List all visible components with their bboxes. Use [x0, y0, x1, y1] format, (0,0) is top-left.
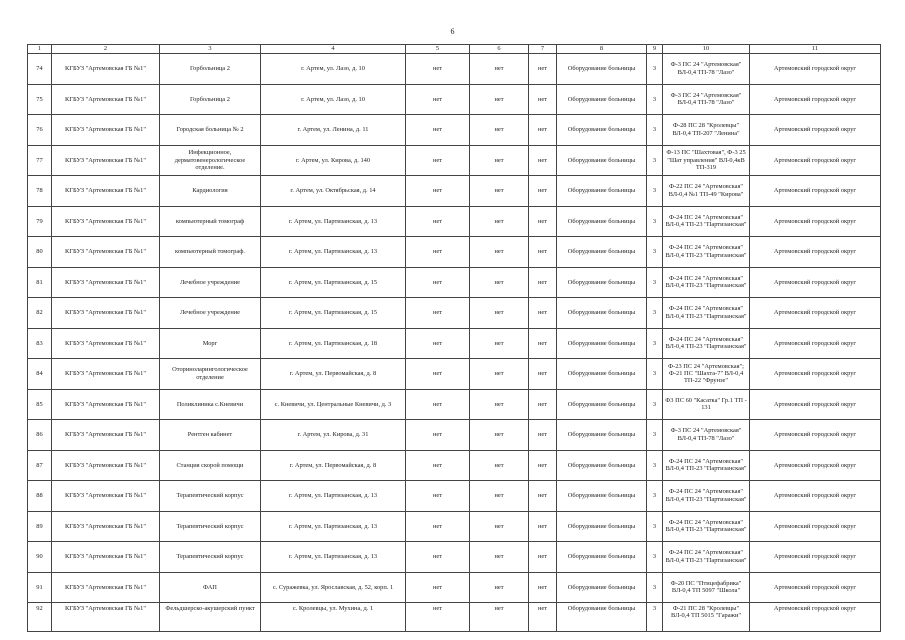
power-supply-cell: Ф-24 ПС 24 "Артемовская" ВЛ-0,4 ТП-23 "Партизанская": [663, 450, 750, 481]
table-body: [28, 45, 881, 632]
category-cell: 3: [647, 267, 663, 298]
power-supply-cell: Ф-24 ПС 24 "Артемовская" ВЛ-0,4 ТП-23 "Партизанская": [663, 206, 750, 237]
column-7-cell: нет: [529, 54, 557, 85]
column-7-cell: нет: [529, 389, 557, 420]
column-5-cell: нет: [406, 572, 470, 603]
column-7-cell: нет: [529, 267, 557, 298]
table-row: [28, 176, 881, 207]
column-6-cell: нет: [470, 84, 529, 115]
object-name-cell: Оториноларингологическое отделение: [160, 359, 261, 390]
column-5-cell: нет: [406, 420, 470, 451]
column-5-cell: нет: [406, 176, 470, 207]
column-number: 7: [529, 45, 557, 54]
organization-cell: КГБУЗ "Артемовская ГБ №1": [52, 298, 160, 329]
column-5-cell: нет: [406, 328, 470, 359]
column-7-cell: нет: [529, 603, 557, 632]
address-cell: г. Артем, ул. Первомайская, д. 8: [261, 359, 406, 390]
category-cell: 3: [647, 328, 663, 359]
row-number-cell: 88: [28, 481, 52, 512]
district-cell: Артемовский городской округ: [750, 511, 881, 542]
object-name-cell: Терапевтический корпус: [160, 481, 261, 512]
object-name-cell: Горбольница 2: [160, 84, 261, 115]
column-5-cell: нет: [406, 267, 470, 298]
power-supply-cell: Ф-24 ПС 24 "Артемовская" ВЛ-0,4 ТП-23 "Партизанская": [663, 298, 750, 329]
object-name-cell: компьютерный томограф.: [160, 237, 261, 268]
column-6-cell: нет: [470, 267, 529, 298]
table-row: [28, 389, 881, 420]
column-7-cell: нет: [529, 359, 557, 390]
column-7-cell: нет: [529, 450, 557, 481]
equipment-cell: Оборудование больницы: [557, 328, 647, 359]
address-cell: с. Суражевка, ул. Ярославская, д. 52, корп. 1: [261, 572, 406, 603]
district-cell: Артемовский городской округ: [750, 176, 881, 207]
district-cell: Артемовский городской округ: [750, 267, 881, 298]
category-cell: 3: [647, 603, 663, 632]
table-row: [28, 206, 881, 237]
equipment-cell: Оборудование больницы: [557, 54, 647, 85]
table-row: [28, 267, 881, 298]
row-number-cell: 82: [28, 298, 52, 329]
column-7-cell: нет: [529, 328, 557, 359]
power-supply-cell: Ф-22 ПС 24 "Артемовская" ВЛ-0,4 №1 ТП-49 "Кирова": [663, 176, 750, 207]
object-name-cell: Терапевтический корпус: [160, 542, 261, 573]
power-supply-cell: Ф-24 ПС 24 "Артемовская" ВЛ-0,4 ТП-23 "Партизанская": [663, 481, 750, 512]
column-6-cell: нет: [470, 542, 529, 573]
column-6-cell: нет: [470, 206, 529, 237]
row-number-cell: 91: [28, 572, 52, 603]
column-5-cell: нет: [406, 603, 470, 632]
district-cell: Артемовский городской округ: [750, 572, 881, 603]
equipment-cell: Оборудование больницы: [557, 115, 647, 146]
power-supply-cell: Ф-24 ПС 24 "Артемовская" ВЛ-0,4 ТП-23 "Партизанская": [663, 267, 750, 298]
column-5-cell: нет: [406, 237, 470, 268]
organization-cell: КГБУЗ "Артемовская ГБ №1": [52, 237, 160, 268]
address-cell: г. Артем, ул. Партизанская, д. 13: [261, 511, 406, 542]
column-5-cell: нет: [406, 389, 470, 420]
organization-cell: КГБУЗ "Артемовская ГБ №1": [52, 359, 160, 390]
organization-cell: КГБУЗ "Артемовская ГБ №1": [52, 450, 160, 481]
organization-cell: КГБУЗ "Артемовская ГБ №1": [52, 481, 160, 512]
row-number-cell: 76: [28, 115, 52, 146]
column-7-cell: нет: [529, 145, 557, 176]
equipment-cell: Оборудование больницы: [557, 603, 647, 632]
power-supply-cell: Ф3 ПС 60 "Касатка" Гр.1 ТП - 131: [663, 389, 750, 420]
address-cell: г. Артем, ул. Партизанская, д. 13: [261, 481, 406, 512]
object-name-cell: Инфекционное, дерматовенерологическое отделение.: [160, 145, 261, 176]
organization-cell: КГБУЗ "Артемовская ГБ №1": [52, 54, 160, 85]
column-number: 11: [750, 45, 881, 54]
table-row: [28, 542, 881, 573]
table-row: [28, 572, 881, 603]
column-number: 3: [160, 45, 261, 54]
column-number: 10: [663, 45, 750, 54]
equipment-cell: Оборудование больницы: [557, 176, 647, 207]
district-cell: Артемовский городской округ: [750, 145, 881, 176]
object-name-cell: Морг: [160, 328, 261, 359]
category-cell: 3: [647, 359, 663, 390]
power-supply-cell: Ф-3 ПС 24 "Артемовская" ВЛ-0,4 ТП-78 "Лазо": [663, 54, 750, 85]
object-name-cell: Горбольница 2: [160, 54, 261, 85]
row-number-cell: 77: [28, 145, 52, 176]
column-6-cell: нет: [470, 572, 529, 603]
power-supply-cell: Ф-24 ПС 24 "Артемовская" ВЛ-0,4 ТП-23 "Партизанская": [663, 328, 750, 359]
address-cell: г. Артем, ул. Кирова, д. 31: [261, 420, 406, 451]
column-6-cell: нет: [470, 511, 529, 542]
row-number-cell: 89: [28, 511, 52, 542]
category-cell: 3: [647, 237, 663, 268]
equipment-cell: Оборудование больницы: [557, 359, 647, 390]
category-cell: 3: [647, 145, 663, 176]
column-6-cell: нет: [470, 603, 529, 632]
row-number-cell: 92: [28, 603, 52, 632]
object-name-cell: Терапевтический корпус: [160, 511, 261, 542]
power-supply-cell: Ф-24 ПС 24 "Артемовская" ВЛ-0,4 ТП-23 "Партизанская": [663, 511, 750, 542]
column-7-cell: нет: [529, 84, 557, 115]
district-cell: Артемовский городской округ: [750, 450, 881, 481]
category-cell: 3: [647, 54, 663, 85]
column-6-cell: нет: [470, 328, 529, 359]
column-number: 6: [470, 45, 529, 54]
column-5-cell: нет: [406, 359, 470, 390]
table-row: [28, 328, 881, 359]
row-number-cell: 86: [28, 420, 52, 451]
column-7-cell: нет: [529, 542, 557, 573]
equipment-cell: Оборудование больницы: [557, 298, 647, 329]
address-cell: г. Артем, ул. Лазо, д. 10: [261, 84, 406, 115]
column-number: 5: [406, 45, 470, 54]
column-6-cell: нет: [470, 481, 529, 512]
row-number-cell: 83: [28, 328, 52, 359]
equipment-cell: Оборудование больницы: [557, 450, 647, 481]
address-cell: г. Артем, ул. Ленина, д. 11: [261, 115, 406, 146]
district-cell: Артемовский городской округ: [750, 359, 881, 390]
organization-cell: КГБУЗ "Артемовская ГБ №1": [52, 511, 160, 542]
category-cell: 3: [647, 84, 663, 115]
row-number-cell: 74: [28, 54, 52, 85]
equipment-cell: Оборудование больницы: [557, 542, 647, 573]
address-cell: г. Артем, ул. Партизанская, д. 13: [261, 206, 406, 237]
power-supply-cell: Ф-24 ПС 24 "Артемовская" ВЛ-0,4 ТП-23 "Партизанская": [663, 237, 750, 268]
row-number-cell: 87: [28, 450, 52, 481]
equipment-cell: Оборудование больницы: [557, 572, 647, 603]
table-row: [28, 84, 881, 115]
column-6-cell: нет: [470, 176, 529, 207]
equipment-cell: Оборудование больницы: [557, 145, 647, 176]
column-5-cell: нет: [406, 84, 470, 115]
district-cell: Артемовский городской округ: [750, 237, 881, 268]
category-cell: 3: [647, 206, 663, 237]
address-cell: г. Артем, ул. Партизанская, д. 13: [261, 542, 406, 573]
organization-cell: КГБУЗ "Артемовская ГБ №1": [52, 389, 160, 420]
equipment-cell: Оборудование больницы: [557, 84, 647, 115]
column-number: 9: [647, 45, 663, 54]
equipment-cell: Оборудование больницы: [557, 511, 647, 542]
table-row: [28, 237, 881, 268]
column-5-cell: нет: [406, 450, 470, 481]
document-table: [27, 44, 881, 632]
address-cell: г. Артем, ул. Кирова, д. 140: [261, 145, 406, 176]
equipment-cell: Оборудование больницы: [557, 267, 647, 298]
column-7-cell: нет: [529, 481, 557, 512]
organization-cell: КГБУЗ "Артемовская ГБ №1": [52, 145, 160, 176]
column-number: 8: [557, 45, 647, 54]
table-row: [28, 603, 881, 632]
table-row: [28, 481, 881, 512]
column-6-cell: нет: [470, 359, 529, 390]
object-name-cell: Станция скорой помощи: [160, 450, 261, 481]
organization-cell: КГБУЗ "Артемовская ГБ №1": [52, 115, 160, 146]
power-supply-cell: Ф-13 ПС "Шахтовая", Ф-3 25 "Шат управления" ВЛ-0,4кВ ТП-319: [663, 145, 750, 176]
column-7-cell: нет: [529, 572, 557, 603]
object-name-cell: Рентген кабинет: [160, 420, 261, 451]
address-cell: г. Артем, ул. Лазо, д. 10: [261, 54, 406, 85]
equipment-cell: Оборудование больницы: [557, 481, 647, 512]
district-cell: Артемовский городской округ: [750, 54, 881, 85]
category-cell: 3: [647, 542, 663, 573]
object-name-cell: ФАП: [160, 572, 261, 603]
row-number-cell: 75: [28, 84, 52, 115]
column-7-cell: нет: [529, 298, 557, 329]
column-5-cell: нет: [406, 145, 470, 176]
address-cell: г. Артем, ул. Октябрьская, д. 14: [261, 176, 406, 207]
district-cell: Артемовский городской округ: [750, 115, 881, 146]
category-cell: 3: [647, 298, 663, 329]
column-7-cell: нет: [529, 511, 557, 542]
column-number: 2: [52, 45, 160, 54]
object-name-cell: Поликлиника с.Кневичи: [160, 389, 261, 420]
table-row: [28, 359, 881, 390]
category-cell: 3: [647, 481, 663, 512]
column-7-cell: нет: [529, 420, 557, 451]
column-5-cell: нет: [406, 542, 470, 573]
table-row: [28, 420, 881, 451]
column-6-cell: нет: [470, 54, 529, 85]
power-supply-cell: Ф-20 ПС "Птицефабрика" ВЛ-0,4 ТП 5097 "Школа": [663, 572, 750, 603]
district-cell: Артемовский городской округ: [750, 542, 881, 573]
row-number-cell: 81: [28, 267, 52, 298]
row-number-cell: 79: [28, 206, 52, 237]
organization-cell: КГБУЗ "Артемовская ГБ №1": [52, 572, 160, 603]
organization-cell: КГБУЗ "Артемовская ГБ №1": [52, 267, 160, 298]
category-cell: 3: [647, 450, 663, 481]
power-supply-cell: Ф-23 ПС 24 "Артемовская"; Ф-21 ПС "Шахта-7" ВЛ-0,4 ТП-22 "Фрунзе": [663, 359, 750, 390]
organization-cell: КГБУЗ "Артемовская ГБ №1": [52, 328, 160, 359]
equipment-cell: Оборудование больницы: [557, 389, 647, 420]
object-name-cell: компьютерный томограф: [160, 206, 261, 237]
organization-cell: КГБУЗ "Артемовская ГБ №1": [52, 542, 160, 573]
column-7-cell: нет: [529, 115, 557, 146]
district-cell: Артемовский городской округ: [750, 481, 881, 512]
equipment-cell: Оборудование больницы: [557, 237, 647, 268]
column-6-cell: нет: [470, 237, 529, 268]
district-cell: Артемовский городской округ: [750, 420, 881, 451]
column-number-row: [28, 45, 881, 54]
organization-cell: КГБУЗ "Артемовская ГБ №1": [52, 206, 160, 237]
row-number-cell: 84: [28, 359, 52, 390]
address-cell: с. Кневичи, ул. Центральные Кневичи, д. 3: [261, 389, 406, 420]
organization-cell: КГБУЗ "Артемовская ГБ №1": [52, 84, 160, 115]
equipment-cell: Оборудование больницы: [557, 206, 647, 237]
equipment-cell: Оборудование больницы: [557, 420, 647, 451]
column-6-cell: нет: [470, 389, 529, 420]
address-cell: г. Артем, ул. Партизанская, д. 15: [261, 298, 406, 329]
column-7-cell: нет: [529, 176, 557, 207]
address-cell: г. Артем, ул. Партизанская, д. 13: [261, 237, 406, 268]
table-row: [28, 450, 881, 481]
organization-cell: КГБУЗ "Артемовская ГБ №1": [52, 176, 160, 207]
row-number-cell: 78: [28, 176, 52, 207]
power-supply-cell: Ф-24 ПС 24 "Артемовская" ВЛ-0,4 ТП-23 "Партизанская": [663, 542, 750, 573]
district-cell: Артемовский городской округ: [750, 206, 881, 237]
power-supply-cell: Ф-3 ПС 24 "Артемовская" ВЛ-0,4 ТП-78 "Лазо": [663, 84, 750, 115]
address-cell: г. Артем, ул. Партизанская, д. 15: [261, 267, 406, 298]
column-7-cell: нет: [529, 206, 557, 237]
table-row: [28, 115, 881, 146]
category-cell: 3: [647, 420, 663, 451]
column-number: 1: [28, 45, 52, 54]
column-6-cell: нет: [470, 450, 529, 481]
column-5-cell: нет: [406, 481, 470, 512]
power-supply-cell: Ф-28 ПС 28 "Кролевцы" ВЛ-0,4 ТП-207 "Ленина": [663, 115, 750, 146]
power-supply-cell: Ф-3 ПС 24 "Артемовская" ВЛ-0,4 ТП-78 "Лазо": [663, 420, 750, 451]
organization-cell: КГБУЗ "Артемовская ГБ №1": [52, 603, 160, 632]
table-row: [28, 54, 881, 85]
page-number: 6: [450, 27, 455, 36]
district-cell: Артемовский городской округ: [750, 389, 881, 420]
row-number-cell: 85: [28, 389, 52, 420]
column-5-cell: нет: [406, 298, 470, 329]
object-name-cell: Городская больница № 2: [160, 115, 261, 146]
category-cell: 3: [647, 572, 663, 603]
district-cell: Артемовский городской округ: [750, 298, 881, 329]
category-cell: 3: [647, 389, 663, 420]
category-cell: 3: [647, 115, 663, 146]
district-cell: Артемовский городской округ: [750, 84, 881, 115]
column-number: 4: [261, 45, 406, 54]
object-name-cell: Лечебное учреждение: [160, 298, 261, 329]
column-5-cell: нет: [406, 115, 470, 146]
table-row: [28, 298, 881, 329]
column-6-cell: нет: [470, 145, 529, 176]
column-6-cell: нет: [470, 298, 529, 329]
object-name-cell: Фельдшерско-акушерский пункт: [160, 603, 261, 632]
address-cell: г. Артем, ул. Первомайская, д. 8: [261, 450, 406, 481]
column-5-cell: нет: [406, 511, 470, 542]
column-7-cell: нет: [529, 237, 557, 268]
power-supply-cell: Ф-21 ПС 28 "Кролевцы" ВЛ-0,4 ТП 5015 "Гаражи": [663, 603, 750, 632]
table-row: [28, 511, 881, 542]
address-cell: г. Артем, ул. Партизанская, д. 18: [261, 328, 406, 359]
row-number-cell: 80: [28, 237, 52, 268]
district-cell: Артемовский городской округ: [750, 328, 881, 359]
column-6-cell: нет: [470, 420, 529, 451]
column-5-cell: нет: [406, 54, 470, 85]
table-row: [28, 145, 881, 176]
category-cell: 3: [647, 176, 663, 207]
object-name-cell: Лечебное учреждение: [160, 267, 261, 298]
column-5-cell: нет: [406, 206, 470, 237]
district-cell: Артемовский городской округ: [750, 603, 881, 632]
organization-cell: КГБУЗ "Артемовская ГБ №1": [52, 420, 160, 451]
category-cell: 3: [647, 511, 663, 542]
column-6-cell: нет: [470, 115, 529, 146]
object-name-cell: Кардиология: [160, 176, 261, 207]
address-cell: с. Кролевцы, ул. Мухина, д. 1: [261, 603, 406, 632]
row-number-cell: 90: [28, 542, 52, 573]
